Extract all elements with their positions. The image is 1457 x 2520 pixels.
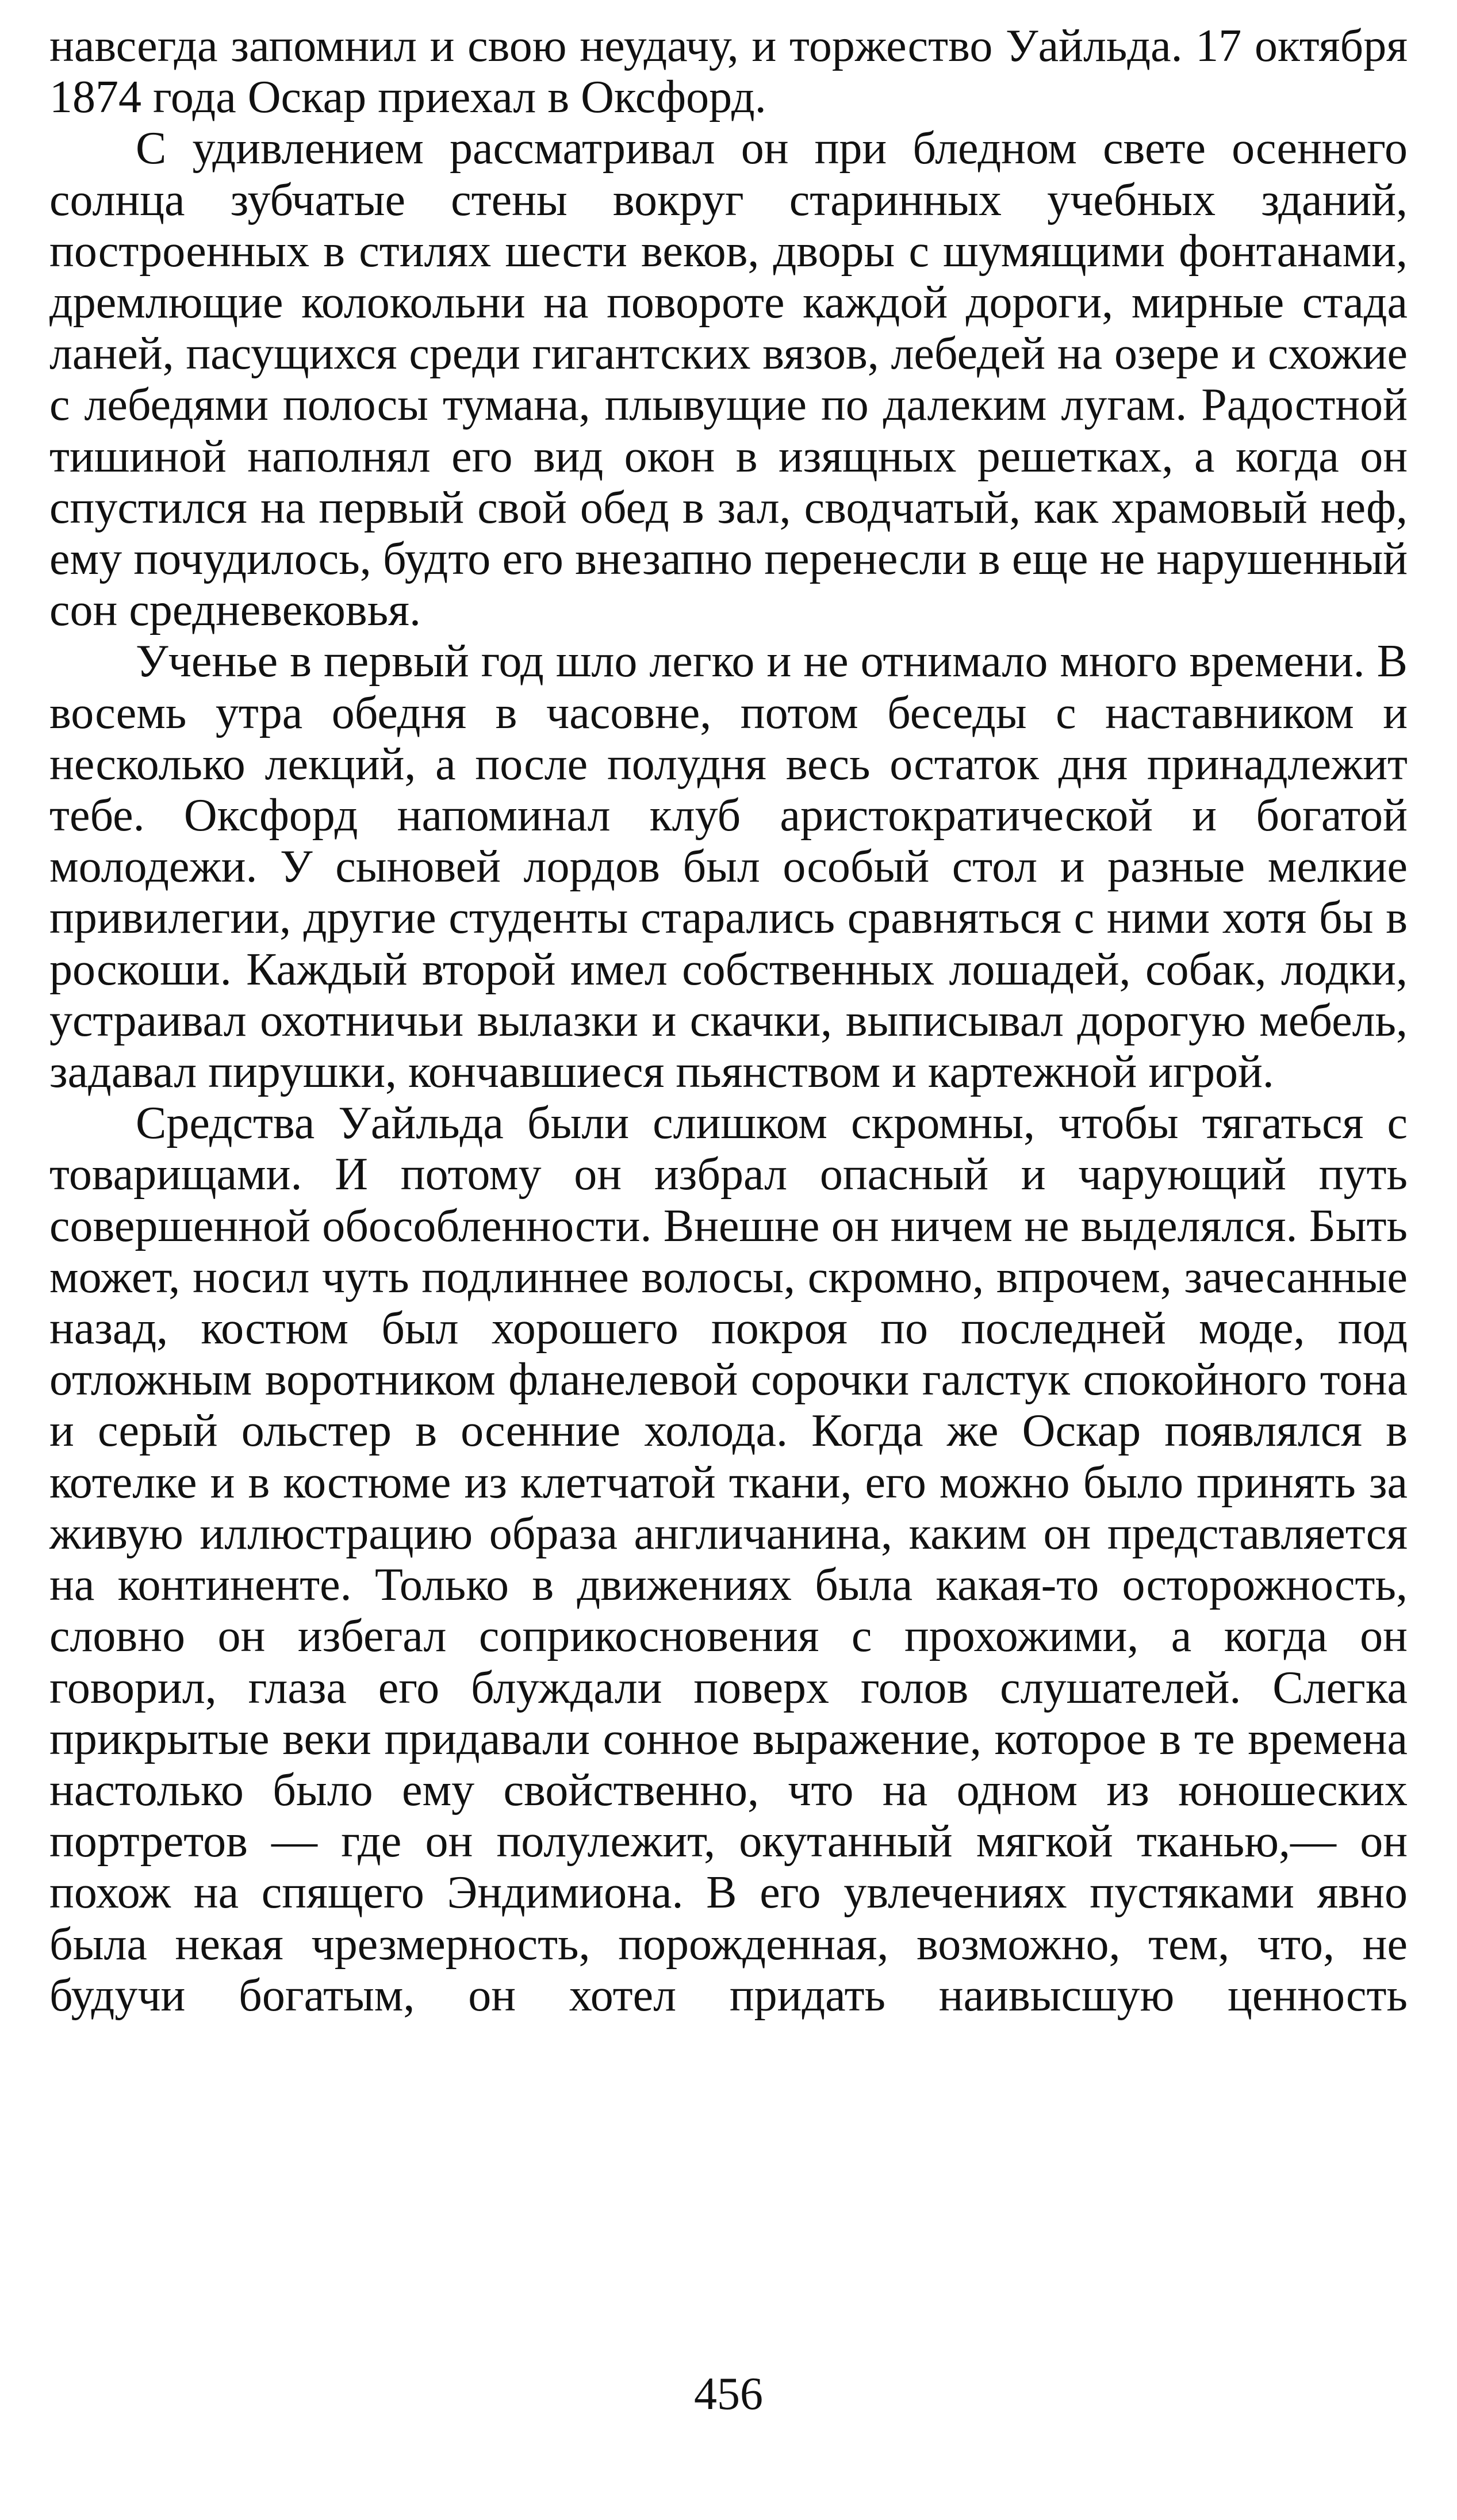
page-number: 456 bbox=[694, 2369, 763, 2419]
paragraph-2: С удивлением рассматривал он при бледном свете осеннего солнца зубчатые стены вокруг старинных учебных зданий, построенных в стилях шести веков, дворы с шумящими фонтанами, дремлющие колокольни на повороте каждой дороги, мирные стада ланей, пасущихся среди гигантских вязов, лебедей на озере и схожие с лебедями полосы тумана, плывущие по далеким лугам. Радостной тишиной наполнял его вид окон в изящных решетках, а когда он спустился на первый свой обед в зал, сводчатый, как храмовый неф, ему почудилось, будто его внезапно перенесли в еще не нарушенный сон средневековья. bbox=[49, 123, 1408, 636]
book-page bbox=[49, 21, 1408, 2494]
text-block bbox=[49, 21, 1408, 2021]
paragraph-4: Средства Уайльда были слишком скромны, чтобы тягаться с товарищами. И потому он избрал опасный и чарующий путь совершенной обособленности. Внешне он ничем не выделялся. Быть может, носил чуть подлиннее волосы, скромно, впрочем, зачесанные назад, костюм был хорошего покроя по последней моде, под отложным воротником фланелевой сорочки галстук спокойного тона и серый ольстер в осенние холода. Когда же Оскар появлялся в котелке и в костюме из клетчатой ткани, его можно было принять за живую иллюстрацию образа англичанина, каким он представляется на континенте. Только в движениях была какая-то осторожность, словно он избегал соприкосновения с прохожими, а когда он говорил, глаза его блуждали поверх голов слушателей. Слегка прикрытые веки придавали сонное выражение, которое в те времена настолько было ему свойственно, что на одном из юношеских портретов — где он полулежит, окутанный мягкой тканью,— он похож на спящего Эндимиона. В его увлечениях пустяками явно была некая чрезмерность, порожденная, возможно, тем, что, не будучи богатым, он хотел придать наивысшую ценность bbox=[49, 1098, 1408, 2021]
paragraph-1: навсегда запомнил и свою неудачу, и торжество Уайльда. 17 октября 1874 года Оскар приехал в Оксфорд. bbox=[49, 21, 1408, 123]
paragraph-3: Ученье в первый год шло легко и не отнимало много времени. В восемь утра обедня в часовне, потом беседы с наставником и несколько лекций, а после полудня весь остаток дня принадлежит тебе. Оксфорд напоминал клуб аристократической и богатой молодежи. У сыновей лордов был особый стол и разные мелкие привилегии, другие студенты старались сравняться с ними хотя бы в роскоши. Каждый второй имел собственных лошадей, собак, лодки, устраивал охотничьи вылазки и скачки, выписывал дорогую мебель, задавал пирушки, кончавшиеся пьянством и картежной игрой. bbox=[49, 636, 1408, 1098]
